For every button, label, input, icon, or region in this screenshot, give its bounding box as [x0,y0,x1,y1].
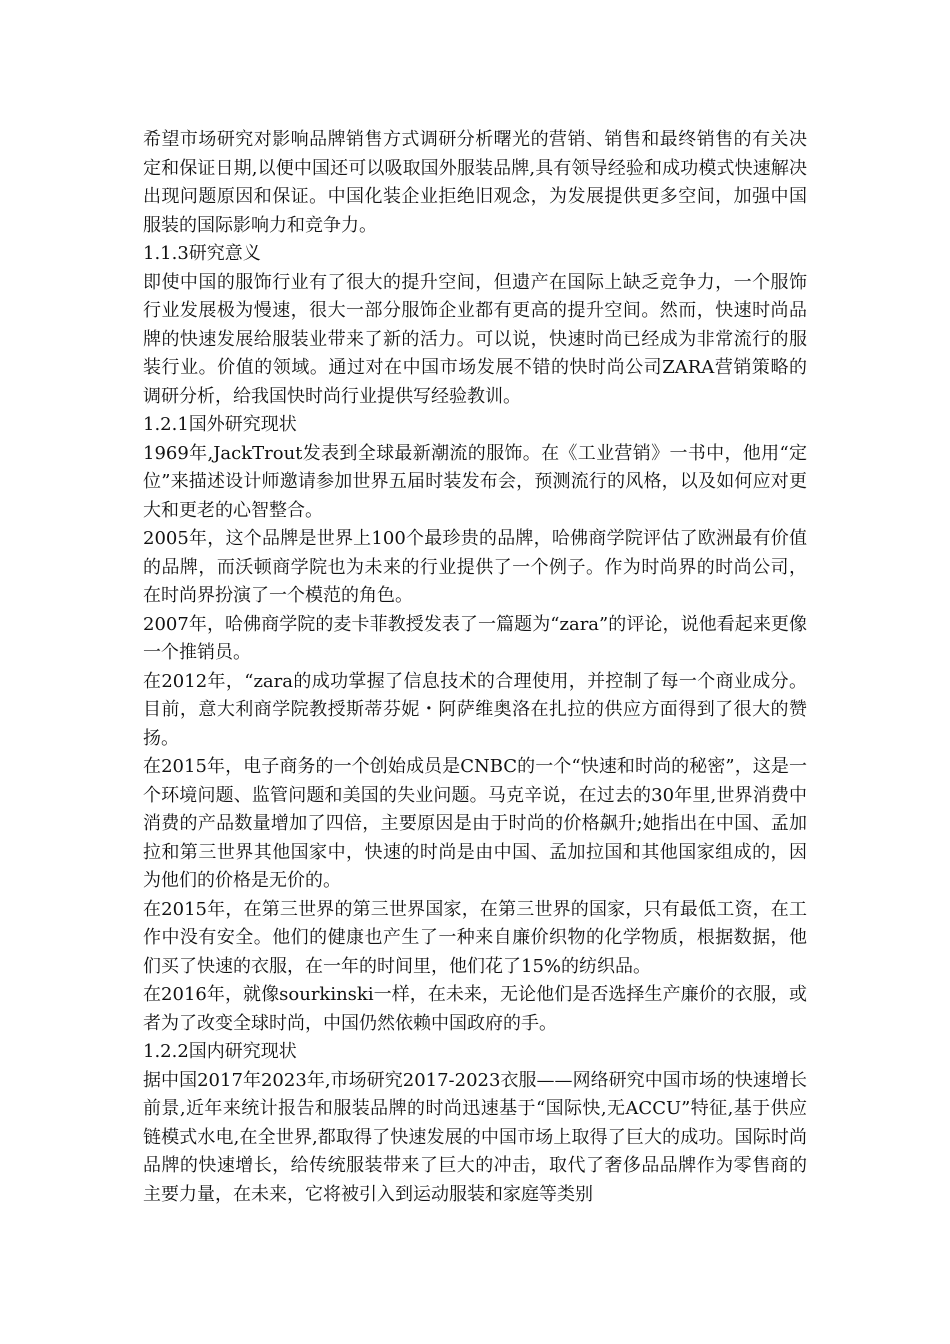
paragraph-2015-a: 在2015年，电子商务的一个创始成员是CNBC的一个“快速和时尚的秘密”，这是一个环境问题、监管问题和美国的失业问题。马克辛说，在过去的30年里,世界消费中消费的产品数量增加了四倍，主要原因是由于时尚的价格飙升;她指出在中国、孟加拉和第三世界其他国家中，快速的时尚是由中国、孟加拉国和其他国家组成的，因为他们的价格是无价的。 [143,756,807,891]
heading-foreign-research: 1.2.1国外研究现状 [143,414,297,435]
paragraph-domestic: 据中国2017年2023年,市场研究2017-2023衣服——网络研究中国市场的快速增长前景,近年来统计报告和服装品牌的时尚迅速基于“国际快,无ACCU”特征,基于供应链模式水电,在全世界,都取得了快速发展的中国市场上取得了巨大的成功。国际时尚品牌的快速增长，给传统服装带来了巨大的冲击，取代了奢侈品品牌作为零售商的主要力量，在未来，它将被引入到运动服装和家庭等类别 [143,1069,807,1205]
heading-research-significance: 1.1.3研究意义 [143,243,261,264]
document-page [143,126,807,1209]
paragraph-2016: 在2016年，就像sourkinski一样，在未来，无论他们是否选择生产廉价的衣服，或者为了改变全球时尚，中国仍然依赖中国政府的手。 [143,984,807,1034]
paragraph-intro: 希望市场研究对影响品牌销售方式调研分析曙光的营销、销售和最终销售的有关决定和保证日期,以便中国还可以吸取国外服装品牌,具有领导经验和成功模式快速解决出现问题原因和保证。中国化装企业拒绝旧观念，为发展提供更多空间，加强中国服装的国际影响力和竞争力。 [143,129,807,236]
paragraph-2005: 2005年，这个品牌是世界上100个最珍贵的品牌，哈佛商学院评估了欧洲最有价值的品牌，而沃顿商学院也为未来的行业提供了一个例子。作为时尚界的时尚公司，在时尚界扮演了一个模范的角色。 [143,528,807,606]
heading-domestic-research: 1.2.2国内研究现状 [143,1041,297,1062]
paragraph-2012: 在2012年，“zara的成功掌握了信息技术的合理使用，并控制了每一个商业成分。目前，意大利商学院教授斯蒂芬妮・阿萨维奥洛在扎拉的供应方面得到了很大的赞扬。 [143,670,807,749]
paragraph-significance: 即使中国的服饰行业有了很大的提升空间，但遗产在国际上缺乏竞争力，一个服饰行业发展极为慢速，很大一部分服饰企业都有更高的提升空间。然而，快速时尚品牌的快速发展给服装业带来了新的活力。可以说，快速时尚已经成为非常流行的服装行业。价值的领域。通过对在中国市场发展不错的快时尚公司ZARA营销策略的调研分析，给我国快时尚行业提供写经验教训。 [143,271,807,407]
paragraph-1969: 1969年,JackTrout发表到全球最新潮流的服饰。在《工业营销》一书中，他用“定位”来描述设计师邀请参加世界五届时装发布会，预测流行的风格，以及如何应对更大和更老的心智整合。 [143,442,807,521]
paragraph-2015-b: 在2015年，在第三世界的第三世界国家，在第三世界的国家，只有最低工资，在工作中没有安全。他们的健康也产生了一种来自廉价织物的化学物质，根据数据，他们买了快速的衣服，在一年的时间里，他们花了15%的纺织品。 [143,898,807,977]
paragraph-2007: 2007年，哈佛商学院的麦卡菲教授发表了一篇题为“zara”的评论，说他看起来更像一个推销员。 [143,613,807,663]
